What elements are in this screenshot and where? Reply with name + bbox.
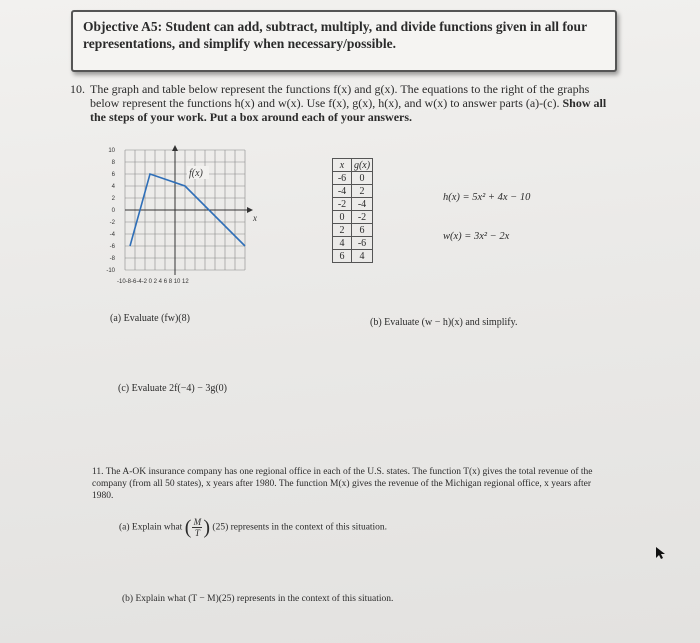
objective-box [71, 10, 617, 72]
table-cell-x: 6 [333, 250, 352, 263]
question-10-number: 10. [70, 82, 85, 96]
table-row [333, 237, 373, 250]
y-tick-label: -8 [109, 256, 115, 262]
y-tick-label: 0 [111, 208, 115, 214]
question-10 [70, 82, 620, 124]
table-cell-x: -6 [333, 172, 352, 185]
part-b-label: (b) Evaluate (w − h)(x) and simplify. [370, 317, 518, 328]
table-header-x: x [333, 159, 352, 172]
y-tick-label: 8 [111, 160, 115, 166]
right-paren-icon: ) [203, 516, 211, 539]
table-row [333, 224, 373, 237]
q11-part-b: (b) Explain what (T − M)(25) represents in the context of this situation. [122, 594, 394, 604]
fraction-denominator: T [194, 528, 200, 538]
table-row [333, 211, 373, 224]
table-row [333, 250, 373, 263]
y-tick-label: 4 [111, 184, 115, 190]
table-cell-g: 0 [352, 172, 373, 185]
table-header-g: g(x) [352, 159, 373, 172]
y-tick-label: 6 [111, 172, 115, 178]
y-tick-label: -6 [109, 244, 115, 250]
question-11-text: The A-OK insurance company has one regional office in each of the U.S. states. The function T(x) gives the total revenue of the company (from all 50 states), x years after 1980. The function M(x) gives the revenue of the Michigan regional office, x years after 1980. [92, 467, 593, 501]
table-cell-x: 4 [333, 237, 352, 250]
y-tick-labels [106, 148, 115, 274]
table-cell-g: 6 [352, 224, 373, 237]
table-row [333, 198, 373, 211]
g-table [332, 158, 373, 263]
question-11-number: 11. [92, 467, 104, 477]
objective-text: Objective A5: Student can add, subtract, multiply, and divide functions given in all four representations, and simplify when necessary/possible. [83, 19, 587, 51]
table-cell-g: -4 [352, 198, 373, 211]
y-tick-label: -10 [106, 268, 115, 274]
table-cell-x: 2 [333, 224, 352, 237]
table-cell-x: -2 [333, 198, 352, 211]
q11-part-a-suffix: (25) represents in the context of this situation. [212, 522, 388, 533]
y-tick-label: 2 [111, 196, 115, 202]
table-cell-g: -6 [352, 237, 373, 250]
left-paren-icon: ( [184, 516, 192, 539]
y-tick-label: -2 [109, 220, 115, 226]
y-tick-label: -4 [109, 232, 115, 238]
arrow-cursor-icon [655, 546, 667, 560]
table-cell-x: 0 [333, 211, 352, 224]
table-header-row [333, 159, 373, 172]
q11-part-a [119, 517, 387, 538]
x-axis-label: x [253, 213, 257, 223]
m-over-t-fraction [192, 517, 202, 538]
question-11 [92, 466, 612, 502]
fraction-numerator: M [193, 517, 202, 527]
table-row [333, 185, 373, 198]
h-equation: h(x) = 5x² + 4x − 10 [443, 192, 531, 203]
question-10-instructions: Show all the steps of your work. Put a box around each of your answers. [90, 96, 607, 124]
table-cell-x: -4 [333, 185, 352, 198]
part-a-label: (a) Evaluate (fw)(8) [110, 313, 190, 324]
w-equation: w(x) = 3x² − 2x [443, 231, 510, 242]
q11-part-a-prefix: (a) Explain what [119, 522, 183, 533]
table-row [333, 172, 373, 185]
table-cell-g: -2 [352, 211, 373, 224]
table-cell-g: 2 [352, 185, 373, 198]
question-10-text: The graph and table below represent the functions f(x) and g(x). The equations to the right of the graphs below represent the functions h(x) and w(x). Use f(x), g(x), h(x), and w(x) to answer parts (a)-(c). [90, 82, 590, 110]
x-tick-labels: -10-8-6-4-2 0 2 4 6 8 10 12 [117, 279, 189, 285]
y-axis-arrow-icon [172, 145, 178, 151]
table-cell-g: 4 [352, 250, 373, 263]
f-graph [95, 145, 275, 295]
y-tick-label: 10 [108, 148, 115, 154]
part-c-label: (c) Evaluate 2f(−4) − 3g(0) [118, 383, 228, 394]
f-label: f(x) [189, 168, 203, 179]
